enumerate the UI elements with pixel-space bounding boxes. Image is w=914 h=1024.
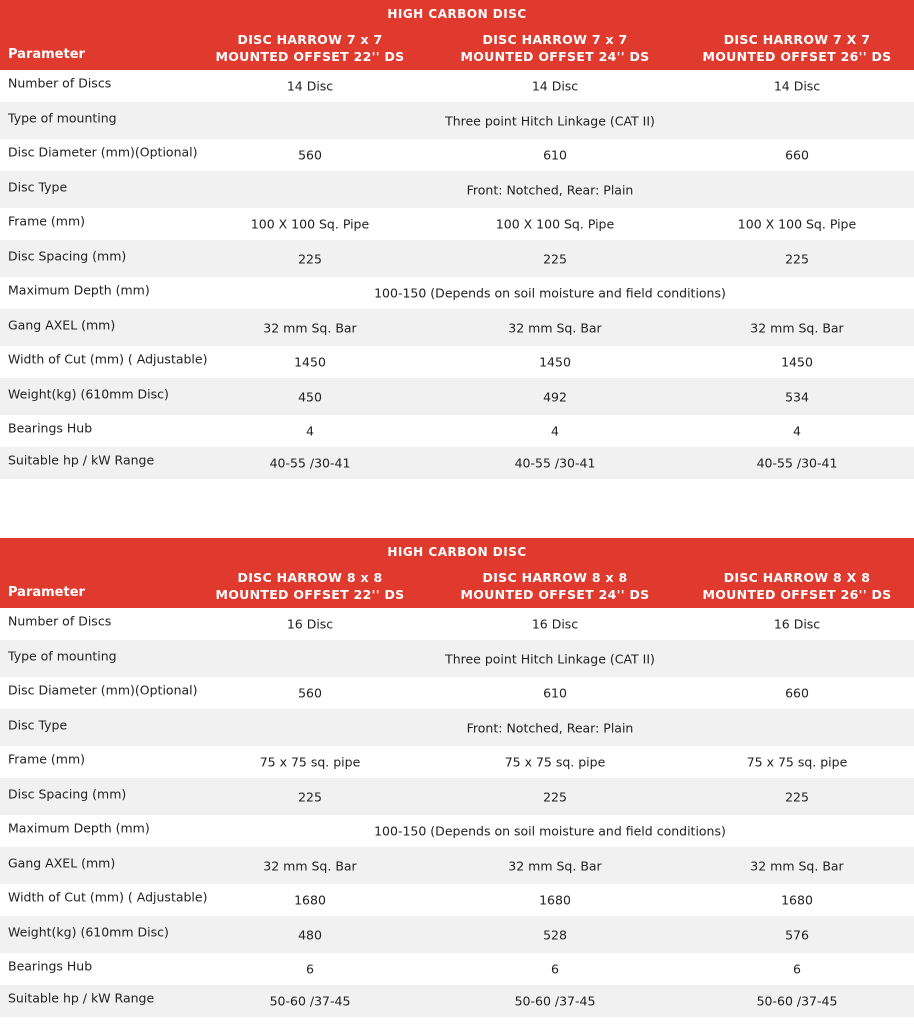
value-cell: 75 x 75 sq. pipe xyxy=(259,754,361,770)
parameter-label: Bearings Hub xyxy=(8,958,93,974)
parameter-label: Gang AXEL (mm) xyxy=(8,855,116,870)
column-header-26: DISC HARROW 7 X 7 MOUNTED OFFSET 26'' DS xyxy=(702,32,892,64)
table-row xyxy=(0,677,914,709)
parameter-label: Disc Type xyxy=(8,179,68,194)
value-cell: 14 Disc xyxy=(773,78,821,94)
value-cell: 100 X 100 Sq. Pipe xyxy=(737,216,857,232)
table-row xyxy=(0,815,914,847)
value-cell: 560 xyxy=(298,147,322,163)
value-cell: 16 Disc xyxy=(773,616,821,632)
value-cell: 50-60 /37-45 xyxy=(756,993,838,1009)
value-cell: 450 xyxy=(298,389,322,404)
spanning-value: 100-150 (Depends on soil moisture and field conditions) xyxy=(374,285,726,301)
value-cell: 100 X 100 Sq. Pipe xyxy=(250,216,370,232)
value-cell: 1450 xyxy=(539,354,571,370)
value-cell: 1680 xyxy=(294,892,326,908)
value-cell: 4 xyxy=(793,423,801,439)
table-row xyxy=(0,415,914,447)
value-cell: 32 mm Sq. Bar xyxy=(508,858,602,873)
column-header-22: DISC HARROW 8 x 8 MOUNTED OFFSET 22'' DS xyxy=(215,570,405,602)
value-cell: 1450 xyxy=(294,354,326,370)
parameter-label: Disc Spacing (mm) xyxy=(8,248,127,263)
value-cell: 14 Disc xyxy=(286,78,334,94)
parameter-label: Number of Discs xyxy=(8,75,112,91)
value-cell: 610 xyxy=(543,685,567,701)
parameter-label: Frame (mm) xyxy=(8,213,86,229)
value-cell: 16 Disc xyxy=(531,616,579,632)
parameter-label: Disc Diameter (mm)(Optional) xyxy=(8,682,198,698)
table-row xyxy=(0,608,914,640)
parameter-label: Gang AXEL (mm) xyxy=(8,317,116,332)
parameter-label: Disc Spacing (mm) xyxy=(8,786,127,801)
value-cell: 225 xyxy=(298,789,322,804)
table-body xyxy=(0,70,914,479)
value-cell: 225 xyxy=(785,789,809,804)
parameter-label: Type of mounting xyxy=(8,648,117,663)
table-row xyxy=(0,447,914,479)
table-row xyxy=(0,70,914,102)
column-header-24: DISC HARROW 8 x 8 MOUNTED OFFSET 24'' DS xyxy=(460,570,650,602)
column-header-24: DISC HARROW 7 x 7 MOUNTED OFFSET 24'' DS xyxy=(460,32,650,64)
spanning-value: Three point Hitch Linkage (CAT II) xyxy=(445,113,655,128)
value-cell: 50-60 /37-45 xyxy=(269,993,351,1009)
value-cell: 534 xyxy=(785,389,809,404)
value-cell: 32 mm Sq. Bar xyxy=(750,320,844,335)
value-cell: 50-60 /37-45 xyxy=(514,993,596,1009)
table-row xyxy=(0,916,914,953)
parameter-label: Suitable hp / kW Range xyxy=(8,452,155,468)
value-cell: 6 xyxy=(306,961,314,977)
spec-table-8x8 xyxy=(0,538,914,1017)
value-cell: 32 mm Sq. Bar xyxy=(508,320,602,335)
table-body xyxy=(0,608,914,1017)
parameter-label: Weight(kg) (610mm Disc) xyxy=(8,924,169,939)
value-cell: 1680 xyxy=(539,892,571,908)
value-cell: 32 mm Sq. Bar xyxy=(750,858,844,873)
parameter-label: Bearings Hub xyxy=(8,420,93,436)
value-cell: 4 xyxy=(306,423,314,439)
parameter-label: Width of Cut (mm) ( Adjustable) xyxy=(8,351,208,367)
value-cell: 225 xyxy=(543,789,567,804)
table-row xyxy=(0,778,914,815)
column-header-26: DISC HARROW 8 X 8 MOUNTED OFFSET 26'' DS xyxy=(702,570,892,602)
value-cell: 100 X 100 Sq. Pipe xyxy=(495,216,615,232)
table-row xyxy=(0,985,914,1017)
table-row xyxy=(0,953,914,985)
value-cell: 225 xyxy=(543,251,567,266)
table-row xyxy=(0,378,914,415)
parameter-label: Frame (mm) xyxy=(8,751,86,767)
value-cell: 32 mm Sq. Bar xyxy=(263,858,357,873)
value-cell: 528 xyxy=(543,927,567,942)
table-row xyxy=(0,309,914,346)
value-cell: 6 xyxy=(551,961,559,977)
value-cell: 660 xyxy=(785,147,809,163)
value-cell: 576 xyxy=(785,927,809,942)
spanning-value: 100-150 (Depends on soil moisture and field conditions) xyxy=(374,823,726,839)
table-row xyxy=(0,847,914,884)
parameter-label: Maximum Depth (mm) xyxy=(8,282,150,298)
value-cell: 225 xyxy=(298,251,322,266)
value-cell: 660 xyxy=(785,685,809,701)
table-title: HIGH CARBON DISC xyxy=(387,7,527,21)
table-row xyxy=(0,102,914,139)
parameter-label: Width of Cut (mm) ( Adjustable) xyxy=(8,889,208,905)
value-cell: 75 x 75 sq. pipe xyxy=(504,754,606,770)
value-cell: 560 xyxy=(298,685,322,701)
table-row xyxy=(0,171,914,208)
spanning-value: Front: Notched, Rear: Plain xyxy=(466,182,634,197)
parameter-label: Weight(kg) (610mm Disc) xyxy=(8,386,169,401)
parameter-header: Parameter xyxy=(8,585,85,600)
spanning-value: Front: Notched, Rear: Plain xyxy=(466,720,634,735)
value-cell: 4 xyxy=(551,423,559,439)
column-header-22: DISC HARROW 7 x 7 MOUNTED OFFSET 22'' DS xyxy=(215,32,405,64)
table-header xyxy=(0,538,914,608)
parameter-label: Suitable hp / kW Range xyxy=(8,990,155,1006)
table-row xyxy=(0,709,914,746)
value-cell: 6 xyxy=(793,961,801,977)
value-cell: 1450 xyxy=(781,354,813,370)
parameter-label: Disc Type xyxy=(8,717,68,732)
table-row xyxy=(0,884,914,916)
table-row xyxy=(0,240,914,277)
value-cell: 480 xyxy=(298,927,322,942)
value-cell: 14 Disc xyxy=(531,78,579,94)
parameter-label: Maximum Depth (mm) xyxy=(8,820,150,836)
value-cell: 40-55 /30-41 xyxy=(514,455,596,471)
table-row xyxy=(0,277,914,309)
table-row xyxy=(0,746,914,778)
table-row xyxy=(0,139,914,171)
parameter-header: Parameter xyxy=(8,47,85,62)
value-cell: 75 x 75 sq. pipe xyxy=(746,754,848,770)
parameter-label: Type of mounting xyxy=(8,110,117,125)
value-cell: 40-55 /30-41 xyxy=(269,455,351,471)
table-row xyxy=(0,640,914,677)
spanning-value: Three point Hitch Linkage (CAT II) xyxy=(445,651,655,666)
value-cell: 32 mm Sq. Bar xyxy=(263,320,357,335)
value-cell: 225 xyxy=(785,251,809,266)
table-title: HIGH CARBON DISC xyxy=(387,545,527,559)
value-cell: 16 Disc xyxy=(286,616,334,632)
parameter-label: Number of Discs xyxy=(8,613,112,629)
table-row xyxy=(0,208,914,240)
table-header xyxy=(0,0,914,70)
parameter-label: Disc Diameter (mm)(Optional) xyxy=(8,144,198,160)
value-cell: 610 xyxy=(543,147,567,163)
value-cell: 40-55 /30-41 xyxy=(756,455,838,471)
value-cell: 492 xyxy=(543,389,567,404)
value-cell: 1680 xyxy=(781,892,813,908)
spec-table-7x7 xyxy=(0,0,914,479)
table-row xyxy=(0,346,914,378)
